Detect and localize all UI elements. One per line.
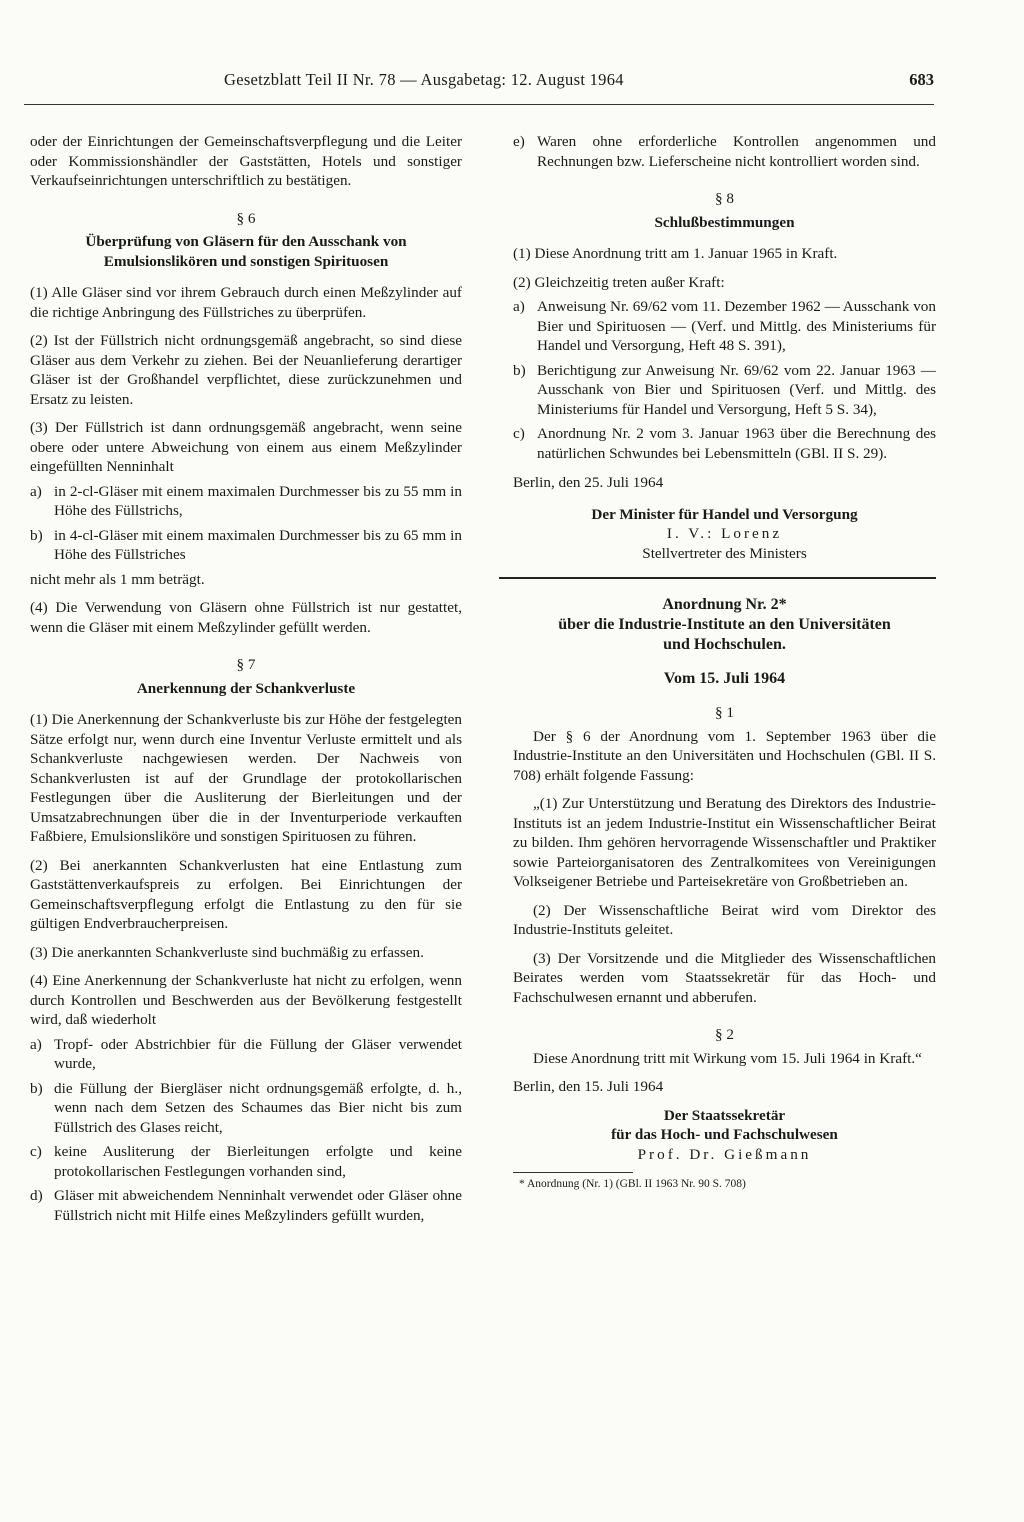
s7-item-a — [30, 1035, 462, 1074]
ordinance-title — [513, 595, 936, 655]
signer-1-title: Der Minister für Handel und Versorgung — [591, 505, 858, 523]
right-column — [513, 132, 936, 1191]
item-text: Berichtigung zur Anweisung Nr. 69/62 vom 22. Januar 1963 — Ausschank von Bier und Spirituosen (Verf. und Mittlg. des Ministeriums für Handel und Versorgung, Heft 5 S. 34), — [537, 361, 936, 418]
item-text: Anweisung Nr. 69/62 vom 11. Dezember 1962 — Ausschank von Bier und Spirituosen — (Verf. und Mittlg. des Ministeriums für Handel und Versorgung, Heft 48 S. 391), — [537, 298, 936, 354]
item-label: d) — [30, 1187, 43, 1204]
intro-paragraph: oder der Einrichtungen der Gemeinschaftsverpflegung und die Leiter oder Kommissionshändler der Gaststätten, Hotels und sonstiger Verkaufseinrichtungen unterschriftlich zu bestätigen. — [30, 133, 462, 189]
s7-item-b — [30, 1079, 462, 1138]
s7-item-e — [513, 132, 936, 171]
ordinance-title-line-3: und Hochschulen. — [663, 636, 786, 653]
item-label: c) — [30, 1143, 42, 1160]
s1-quote-3: (3) Der Vorsitzende und die Mitglieder des Wissenschaftlichen Beirates werden vom Staatssekretär für das Hoch- und Fachschulwesen ernannt und abberufen. — [513, 949, 936, 1006]
item-label: a) — [513, 298, 525, 315]
s1-quote-1: „(1) Zur Unterstützung und Beratung des Direktors des Industrie-Instituts ist an jedem Industrie-Institut ein Wissenschaftlicher Beirat zu bilden. Ihm gehören hervorragende Wissenschaftler und Praktiker sowie Parteiorganisatoren des Zentralkomitees von Vereinigungen Volkseigener Betriebe und Parteisekretäre von Großbetrieben an. — [513, 795, 936, 890]
item-text: in 4-cl-Gläser mit einem maximalen Durchmesser bis zu 65 mm in Höhe des Füllstriches — [54, 526, 462, 563]
s8-item-a — [513, 297, 936, 356]
s8-item-b — [513, 361, 936, 420]
page-number: 683 — [909, 70, 934, 89]
section-8-heading: Schlußbestimmungen — [654, 213, 795, 231]
ordinance-title-line-1: Anordnung Nr. 2* — [662, 596, 787, 613]
s6-item-a — [30, 482, 462, 521]
footnote: * Anordnung (Nr. 1) (GBl. II 1963 Nr. 90 S. 708) — [519, 1178, 746, 1190]
signer-1-role: Stellvertreter des Ministers — [642, 544, 807, 562]
gazette-header-title: Gesetzblatt Teil II Nr. 78 — Ausgabetag: 12. August 1964 — [224, 70, 624, 89]
s8-paragraph-2: (2) Gleichzeitig treten außer Kraft: — [513, 273, 725, 291]
signer-2-title-2: für das Hoch- und Fachschulwesen — [611, 1126, 838, 1143]
item-text: Gläser mit abweichendem Nenninhalt verwendet oder Gläser ohne Füllstrich nicht mit Hilfe eines Meßzylinders gefüllt wurden, — [54, 1187, 462, 1224]
section-6-heading: Überprüfung von Gläsern für den Ausschank von Emulsionslikören und sonstigen Spirituosen — [85, 233, 407, 270]
section-7-number: § 7 — [236, 656, 256, 673]
s6-item-b — [30, 526, 462, 565]
s6-paragraph-4: (4) Die Verwendung von Gläsern ohne Füllstrich ist nur gestattet, wenn die Gläser mit einem Meßzylinder gefüllt werden. — [30, 599, 462, 636]
item-text: Waren ohne erforderliche Kontrollen angenommen und Rechnungen bzw. Lieferscheine nicht kontrolliert worden sind. — [537, 133, 936, 170]
section-1-number: § 1 — [715, 704, 734, 721]
s1-paragraph-1: Der § 6 der Anordnung vom 1. September 1963 über die Industrie-Institute an den Universitäten und Hochschulen (GBl. II S. 708) erhält folgende Fassung: — [513, 727, 936, 784]
s7-paragraph-1: (1) Die Anerkennung der Schankverluste bis zur Höhe der festgelegten Sätze erfolgt nur, wenn durch eine Inventur Verluste ermittelt und als Schankverluste nachgewiesen werden. Der Nachweis von Schankverlusten ist auf der Grundlage der protokollarischen Festlegungen über die Ausliterung der Bierleitungen und der Umsatzabrechnungen über die in der Inventurperiode verkauften Faßbiere, Emulsionsliköre und sonstigen Spirituosen zu führen. — [30, 711, 462, 845]
item-text: in 2-cl-Gläser mit einem maximalen Durchmesser bis zu 55 mm in Höhe des Füllstrichs, — [54, 482, 462, 519]
item-label: b) — [513, 361, 526, 379]
footnote-rule — [513, 1172, 633, 1173]
ordinance-date: Vom 15. Juli 1964 — [663, 670, 786, 687]
place-date-1: Berlin, den 25. Juli 1964 — [513, 474, 664, 491]
s6-paragraph-2: (2) Ist der Füllstrich nicht ordnungsgemäß angebracht, so sind diese Gläser aus dem Verkehr zu ziehen. Bei der Neuanlieferung derartiger Gläser ist der Großhandel verpflichtet, diese zurückzunehmen und Ersatz zu leisten. — [30, 332, 462, 408]
section-8-number: § 8 — [715, 190, 734, 207]
item-text: Tropf- oder Abstrichbier für die Füllung der Gläser verwendet wurde, — [54, 1035, 462, 1072]
s6-paragraph-1: (1) Alle Gläser sind vor ihrem Gebrauch durch einen Meßzylinder auf die richtige Anbringung des Füllstriches zu überprüfen. — [30, 284, 462, 321]
item-text: die Füllung der Biergläser nicht ordnungsgemäß erfolgte, d. h., wenn nach dem Setzen des Schaumes das Bier nicht bis zum Füllstrich des Glases reicht, — [54, 1079, 462, 1136]
section-6-number: § 6 — [236, 209, 256, 227]
section-7-heading: Anerkennung der Schankverluste — [136, 679, 356, 697]
signer-1-name: I. V.: Lorenz — [666, 525, 783, 542]
signer-2-name: Prof. Dr. Gießmann — [637, 1145, 812, 1163]
s1-quote-2: (2) Der Wissenschaftliche Beirat wird vom Direktor des Industrie-Instituts geleitet. — [513, 901, 936, 938]
item-text: keine Ausliterung der Bierleitungen erfolgte und keine protokollarischen Festlegungen vorhanden sind, — [54, 1143, 462, 1180]
s7-paragraph-3: (3) Die anerkannten Schankverluste sind buchmäßig zu erfassen. — [30, 943, 424, 961]
item-label: c) — [513, 425, 525, 442]
item-label: e) — [513, 133, 525, 150]
s8-paragraph-1: (1) Diese Anordnung tritt am 1. Januar 1965 in Kraft. — [513, 245, 838, 262]
s7-paragraph-2: (2) Bei anerkannten Schankverlusten hat eine Entlastung zum Gaststättenverkaufspreis zu erfolgen. Bei Einrichtungen der Gemeinschaftsverpflegung erfolgt die Entlastung zu den für sie gültigen Endverbraucherpreisen. — [30, 856, 462, 932]
signer-2-title-1: Der Staatssekretär — [663, 1106, 786, 1124]
item-label: a) — [30, 1035, 42, 1053]
s8-item-c — [513, 424, 936, 463]
s6-paragraph-3: (3) Der Füllstrich ist dann ordnungsgemäß angebracht, wenn seine obere oder untere Abweichung von einem aus einem Meßzylinder eingefüllten Nenninhalt — [30, 419, 462, 475]
page-header — [24, 64, 934, 105]
item-label: b) — [30, 526, 43, 544]
s7-item-d — [30, 1186, 462, 1225]
place-date-2: Berlin, den 15. Juli 1964 — [513, 1078, 664, 1095]
item-label: a) — [30, 482, 42, 500]
s6-paragraph-3-end: nicht mehr als 1 mm beträgt. — [30, 570, 205, 588]
section-divider — [499, 577, 936, 579]
item-label: b) — [30, 1079, 43, 1097]
left-column — [30, 132, 462, 1230]
section-2-number: § 2 — [715, 1026, 734, 1043]
ordinance-title-line-2: über die Industrie-Institute an den Universitäten — [558, 616, 891, 633]
s2-paragraph-1: Diese Anordnung tritt mit Wirkung vom 15. Juli 1964 in Kraft.“ — [533, 1049, 922, 1067]
s7-paragraph-4: (4) Eine Anerkennung der Schankverluste hat nicht zu erfolgen, wenn durch Kontrollen und Beschwerden aus der Bevölkerung festgestellt wird, daß wiederholt — [30, 972, 462, 1028]
item-text: Anordnung Nr. 2 vom 3. Januar 1963 über die Berechnung des natürlichen Schwundes bei Lebensmitteln (GBl. II S. 29). — [537, 425, 936, 462]
s7-item-c — [30, 1142, 462, 1181]
